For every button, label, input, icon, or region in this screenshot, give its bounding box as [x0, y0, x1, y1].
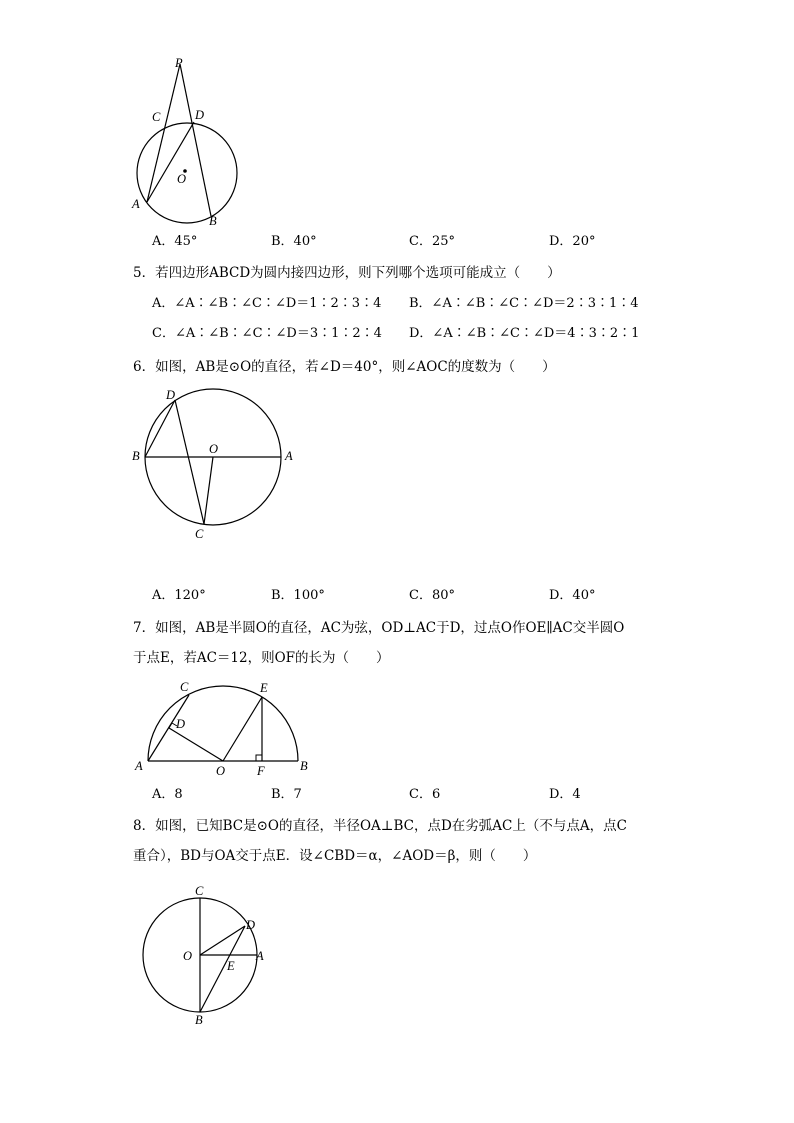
q4-geometry-diagram [125, 55, 250, 230]
q6-label-o: O [209, 442, 219, 456]
q7-option-c[interactable]: C．6 [409, 787, 441, 802]
q8-figure [135, 880, 275, 1028]
q4-label-c: C [152, 110, 161, 124]
q4-option-a[interactable]: A．45° [152, 234, 198, 249]
q6-option-d[interactable]: D．40° [549, 588, 596, 603]
q4-label-b: B [209, 214, 217, 228]
q7-stem-line2: 于点E，若AC＝12，则OF的长为（ ） [133, 650, 390, 666]
q5-stem: 5．若四边形ABCD为圆内接四边形，则下列哪个选项可能成立（ ） [133, 265, 561, 281]
q7-figure [130, 676, 320, 782]
q6-figure [125, 385, 305, 545]
q8-label-e: E [227, 959, 235, 973]
q7-option-d[interactable]: D．4 [549, 787, 581, 802]
q7-label-d: D [176, 717, 186, 731]
q5-option-a[interactable]: A．∠A∶∠B∶∠C∶∠D＝1∶2∶3∶4 [152, 296, 382, 311]
q8-label-o: O [183, 949, 193, 963]
q7-option-a[interactable]: A．8 [152, 787, 183, 802]
q7-label-f: F [257, 764, 265, 778]
q6-option-a[interactable]: A．120° [152, 588, 206, 603]
q7-label-c: C [180, 680, 189, 694]
q7-option-b[interactable]: B．7 [271, 787, 302, 802]
q6-label-a: A [285, 449, 293, 463]
q6-label-c: C [195, 527, 204, 541]
q4-figure [125, 55, 250, 230]
q6-label-d: D [166, 388, 176, 402]
q7-stem-line1: 7．如图，AB是半圆O的直径，AC为弦，OD⊥AC于D，过点O作OE∥AC交半圆O [133, 620, 625, 636]
q5-option-c[interactable]: C．∠A∶∠B∶∠C∶∠D＝3∶1∶2∶4 [152, 326, 382, 341]
q7-geometry-diagram [130, 676, 320, 782]
q7-label-b: B [300, 759, 308, 773]
q4-option-b[interactable]: B．40° [271, 234, 317, 249]
q7-label-e: E [260, 681, 268, 695]
q4-label-a: A [132, 197, 140, 211]
q4-label-o: O [177, 172, 187, 186]
q8-label-b: B [195, 1013, 203, 1027]
q6-option-b[interactable]: B．100° [271, 588, 325, 603]
q4-label-p: P [175, 56, 183, 70]
q6-option-c[interactable]: C．80° [409, 588, 455, 603]
q8-label-c: C [195, 884, 204, 898]
q7-label-o: O [216, 764, 226, 778]
q6-geometry-diagram [125, 385, 305, 545]
q6-stem: 6．如图，AB是⊙O的直径，若∠D＝40°，则∠AOC的度数为（ ） [133, 359, 556, 375]
q4-option-c[interactable]: C．25° [409, 234, 455, 249]
q6-label-b: B [132, 449, 140, 463]
q8-geometry-diagram [135, 880, 275, 1028]
q8-label-d: D [246, 918, 256, 932]
q7-label-a: A [135, 759, 143, 773]
q4-label-d: D [195, 108, 205, 122]
q5-option-d[interactable]: D．∠A∶∠B∶∠C∶∠D＝4∶3∶2∶1 [409, 326, 640, 341]
q8-stem-line2: 重合），BD与OA交于点E．设∠CBD＝α，∠AOD＝β，则（ ） [133, 848, 537, 864]
q8-stem-line1: 8．如图，已知BC是⊙O的直径，半径OA⊥BC，点D在劣弧AC上（不与点A，点C [133, 818, 627, 834]
q8-label-a: A [256, 949, 264, 963]
q5-option-b[interactable]: B．∠A∶∠B∶∠C∶∠D＝2∶3∶1∶4 [409, 296, 639, 311]
q4-option-d[interactable]: D．20° [549, 234, 596, 249]
